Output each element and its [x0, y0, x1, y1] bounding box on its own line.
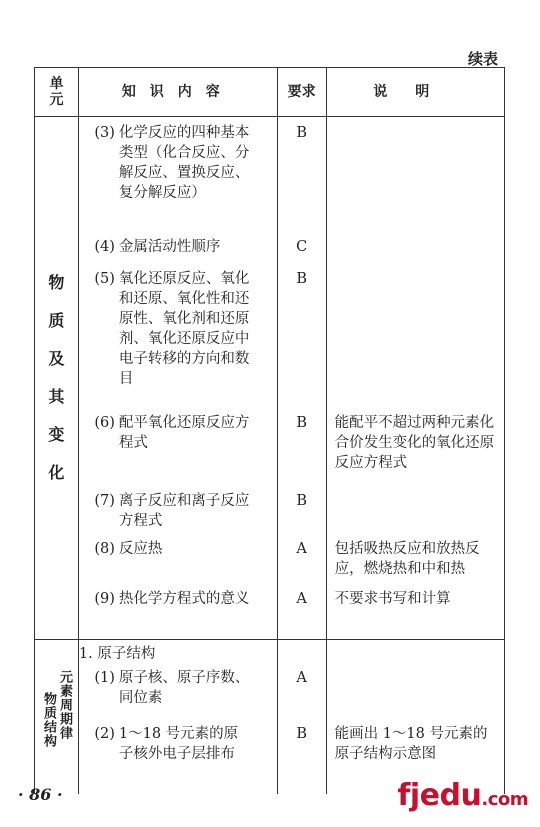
page-number: · 86 · — [18, 785, 63, 804]
note-cell — [326, 267, 504, 413]
content-cell — [78, 668, 277, 724]
item-text: 1～18 号元素的原子核外电子层排布 — [118, 726, 239, 762]
note-cell: 能配平不超过两种元素化合价发生变化的氧化还原反应方程式 — [326, 413, 504, 491]
header-unit: 单元 — [35, 68, 79, 117]
item-text: 离子反应和离子反应方程式 — [118, 493, 250, 529]
requirement-cell: C — [277, 233, 326, 267]
note-cell — [326, 117, 504, 234]
unit-char: 化 — [48, 463, 65, 482]
item-number: (1) — [94, 670, 115, 686]
item-text: 配平氧化还原反应方程式 — [118, 415, 250, 451]
item-number: (9) — [94, 591, 115, 607]
content-cell — [78, 267, 277, 413]
table-header-row — [35, 68, 505, 117]
knowledge-table — [34, 67, 505, 794]
content-cell — [78, 724, 277, 794]
item-number: (3) — [94, 125, 115, 141]
table-row — [35, 413, 505, 491]
continued-label: 续表 — [467, 50, 498, 68]
requirement-cell: B — [277, 491, 326, 539]
note-cell: 能画出 1～18 号元素的原子结构示意图 — [326, 724, 504, 794]
requirement-cell — [277, 640, 326, 669]
table-row — [35, 539, 505, 589]
item-number: (4) — [94, 239, 115, 255]
item-text: 反应热 — [118, 541, 163, 557]
note-cell: 包括吸热反应和放热反应，燃烧热和中和热 — [326, 539, 504, 589]
unit-label-periodic-law: 元素周期律 — [57, 670, 72, 740]
item-number: (8) — [94, 541, 115, 557]
watermark-domain: .com — [481, 789, 528, 810]
note-cell — [326, 668, 504, 724]
unit-cell-matter — [35, 117, 79, 640]
item-number: (2) — [94, 726, 115, 742]
table-row — [35, 491, 505, 539]
unit-char: 变 — [48, 425, 65, 444]
requirement-cell: B — [277, 267, 326, 413]
watermark-text: fjedu — [397, 778, 482, 813]
unit-char: 及 — [48, 349, 65, 368]
unit-cell-structure — [35, 640, 79, 795]
item-number: (6) — [94, 415, 115, 431]
table-row — [35, 640, 505, 669]
requirement-cell: B — [277, 117, 326, 234]
table-row — [35, 233, 505, 267]
requirement-cell: A — [277, 539, 326, 589]
content-cell — [78, 539, 277, 589]
item-text: 原子核、原子序数、同位素 — [118, 670, 250, 706]
section-heading: 1. 原子结构 — [78, 640, 277, 669]
unit-label-matter-structure: 物质结构 — [41, 692, 56, 748]
note-cell: 不要求书写和计算 — [326, 589, 504, 640]
table-row — [35, 267, 505, 413]
item-number: (7) — [94, 493, 115, 509]
table-row — [35, 117, 505, 234]
table-row — [35, 668, 505, 724]
item-text: 热化学方程式的意义 — [118, 591, 250, 607]
header-requirement: 要求 — [277, 68, 326, 117]
requirement-cell: A — [277, 589, 326, 640]
content-cell — [78, 233, 277, 267]
unit-char: 其 — [48, 387, 65, 406]
item-text: 金属活动性顺序 — [118, 239, 221, 255]
unit-char: 物 — [48, 273, 65, 292]
note-cell — [326, 640, 504, 669]
content-cell — [78, 117, 277, 234]
content-cell — [78, 491, 277, 539]
item-text: 化学反应的四种基本类型（化合反应、分解反应、置换反应、复分解反应） — [118, 125, 250, 201]
watermark-logo — [397, 778, 528, 813]
content-cell — [78, 589, 277, 640]
requirement-cell: B — [277, 724, 326, 794]
unit-char: 质 — [48, 311, 65, 330]
header-content: 知识内容 — [78, 68, 277, 117]
item-number: (5) — [94, 271, 115, 287]
note-cell — [326, 491, 504, 539]
content-cell — [78, 413, 277, 491]
header-note: 说明 — [326, 68, 504, 117]
table-row — [35, 589, 505, 640]
note-cell — [326, 233, 504, 267]
item-text: 氧化还原反应、氧化和还原、氧化性和还原性、氧化剂和还原剂、氧化还原反应中电子转移的方向和数目 — [118, 271, 250, 387]
requirement-cell: B — [277, 413, 326, 491]
requirement-cell: A — [277, 668, 326, 724]
